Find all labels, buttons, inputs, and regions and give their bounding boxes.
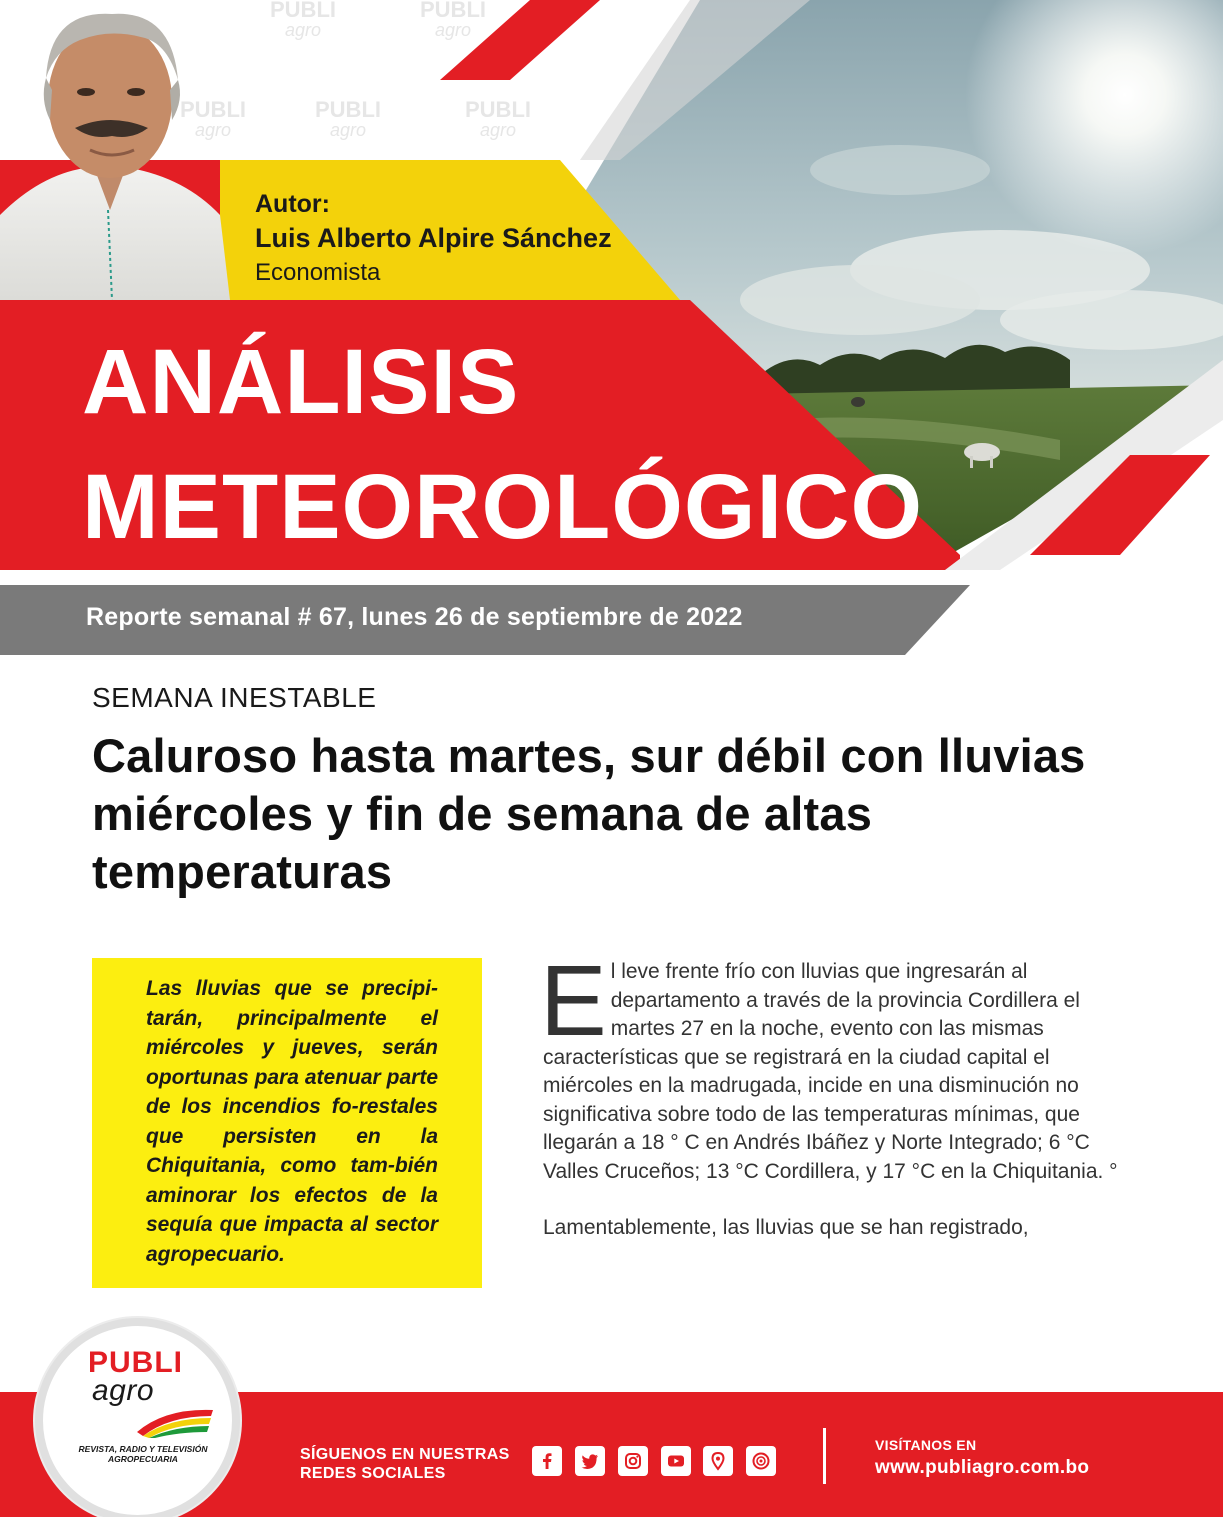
watermark: PUBLI agro [180,97,246,140]
twitter-icon[interactable] [575,1446,605,1476]
logo-caption: REVISTA, RADIO Y TELEVISIÓN AGROPECUARIA [78,1444,208,1464]
section-title-line1: ANÁLISIS [82,331,520,433]
follow-us-text [300,1445,510,1483]
article-paragraph: Lamentablemente, las lluvias que se han registrado, [543,1216,1029,1239]
pull-quote-text: Las lluvias que se precipi-tarán, principalmente el miércoles y jueves, serán oportunas para atenuar parte de los incendios fo-restales que persisten en la Chiquitania, como tam-bién aminorar los efectos de la sequía que impacta al sector agropecuario. [146,977,438,1266]
watermark: PUBLI agro [420,0,486,40]
follow-line1: SÍGUENOS EN NUESTRAS [300,1446,510,1463]
watermark: PUBLI agro [270,0,336,40]
article-headline: Caluroso hasta martes, sur débil con lluvias miércoles y fin de semana de altas temperaturas [92,729,1086,898]
visit-us-label: VISÍTANOS EN [875,1437,977,1453]
logo-swoosh-icon [135,1398,215,1438]
report-date-line: Reporte semanal # 67, lunes 26 de septiembre de 2022 [86,603,743,631]
watermark: PUBLI agro [315,97,381,140]
logo-wordmark-publi: PUBLI [88,1346,183,1379]
location-icon[interactable] [703,1446,733,1476]
author-role: Economista [255,259,381,286]
follow-line2: REDES SOCIALES [300,1465,446,1482]
article-kicker: SEMANA INESTABLE [92,682,377,713]
radio-icon[interactable] [746,1446,776,1476]
section-title-line2: METEOROLÓGICO [82,456,923,558]
drop-cap: E [540,945,607,1057]
author-label: Autor: [255,190,330,218]
author-portrait [0,0,230,300]
instagram-icon[interactable] [618,1446,648,1476]
article-body [540,945,1143,1271]
facebook-icon[interactable] [532,1446,562,1476]
article-paragraph [540,945,1143,1186]
logo-wordmark-agro: agro [92,1374,155,1407]
website-link[interactable]: www.publiagro.com.bo [875,1457,1090,1478]
youtube-icon[interactable] [661,1446,691,1476]
paragraph-text: l leve frente frío con lluvias que ingresarán al departamento a través de la provincia Cordillera el martes 27 en la noche, evento con las mismas características que se registrará en la ciudad capital el miércoles en la madrugada, incide en una disminución no significativa sobre todo de las temperaturas mínimas, que llegarán a 18 ° C en Andrés Ibáñez y Norte Integrado; 6 °C Valles Cruceños; 13 °C Cordillera, y 17 °C en la Chiquitania. ° [543,960,1118,1183]
header-banner [0,0,1223,660]
footer-divider [823,1428,826,1484]
pull-quote-box [92,958,482,1288]
author-name: Luis Alberto Alpire Sánchez [255,223,612,253]
watermark: PUBLI agro [465,97,531,140]
